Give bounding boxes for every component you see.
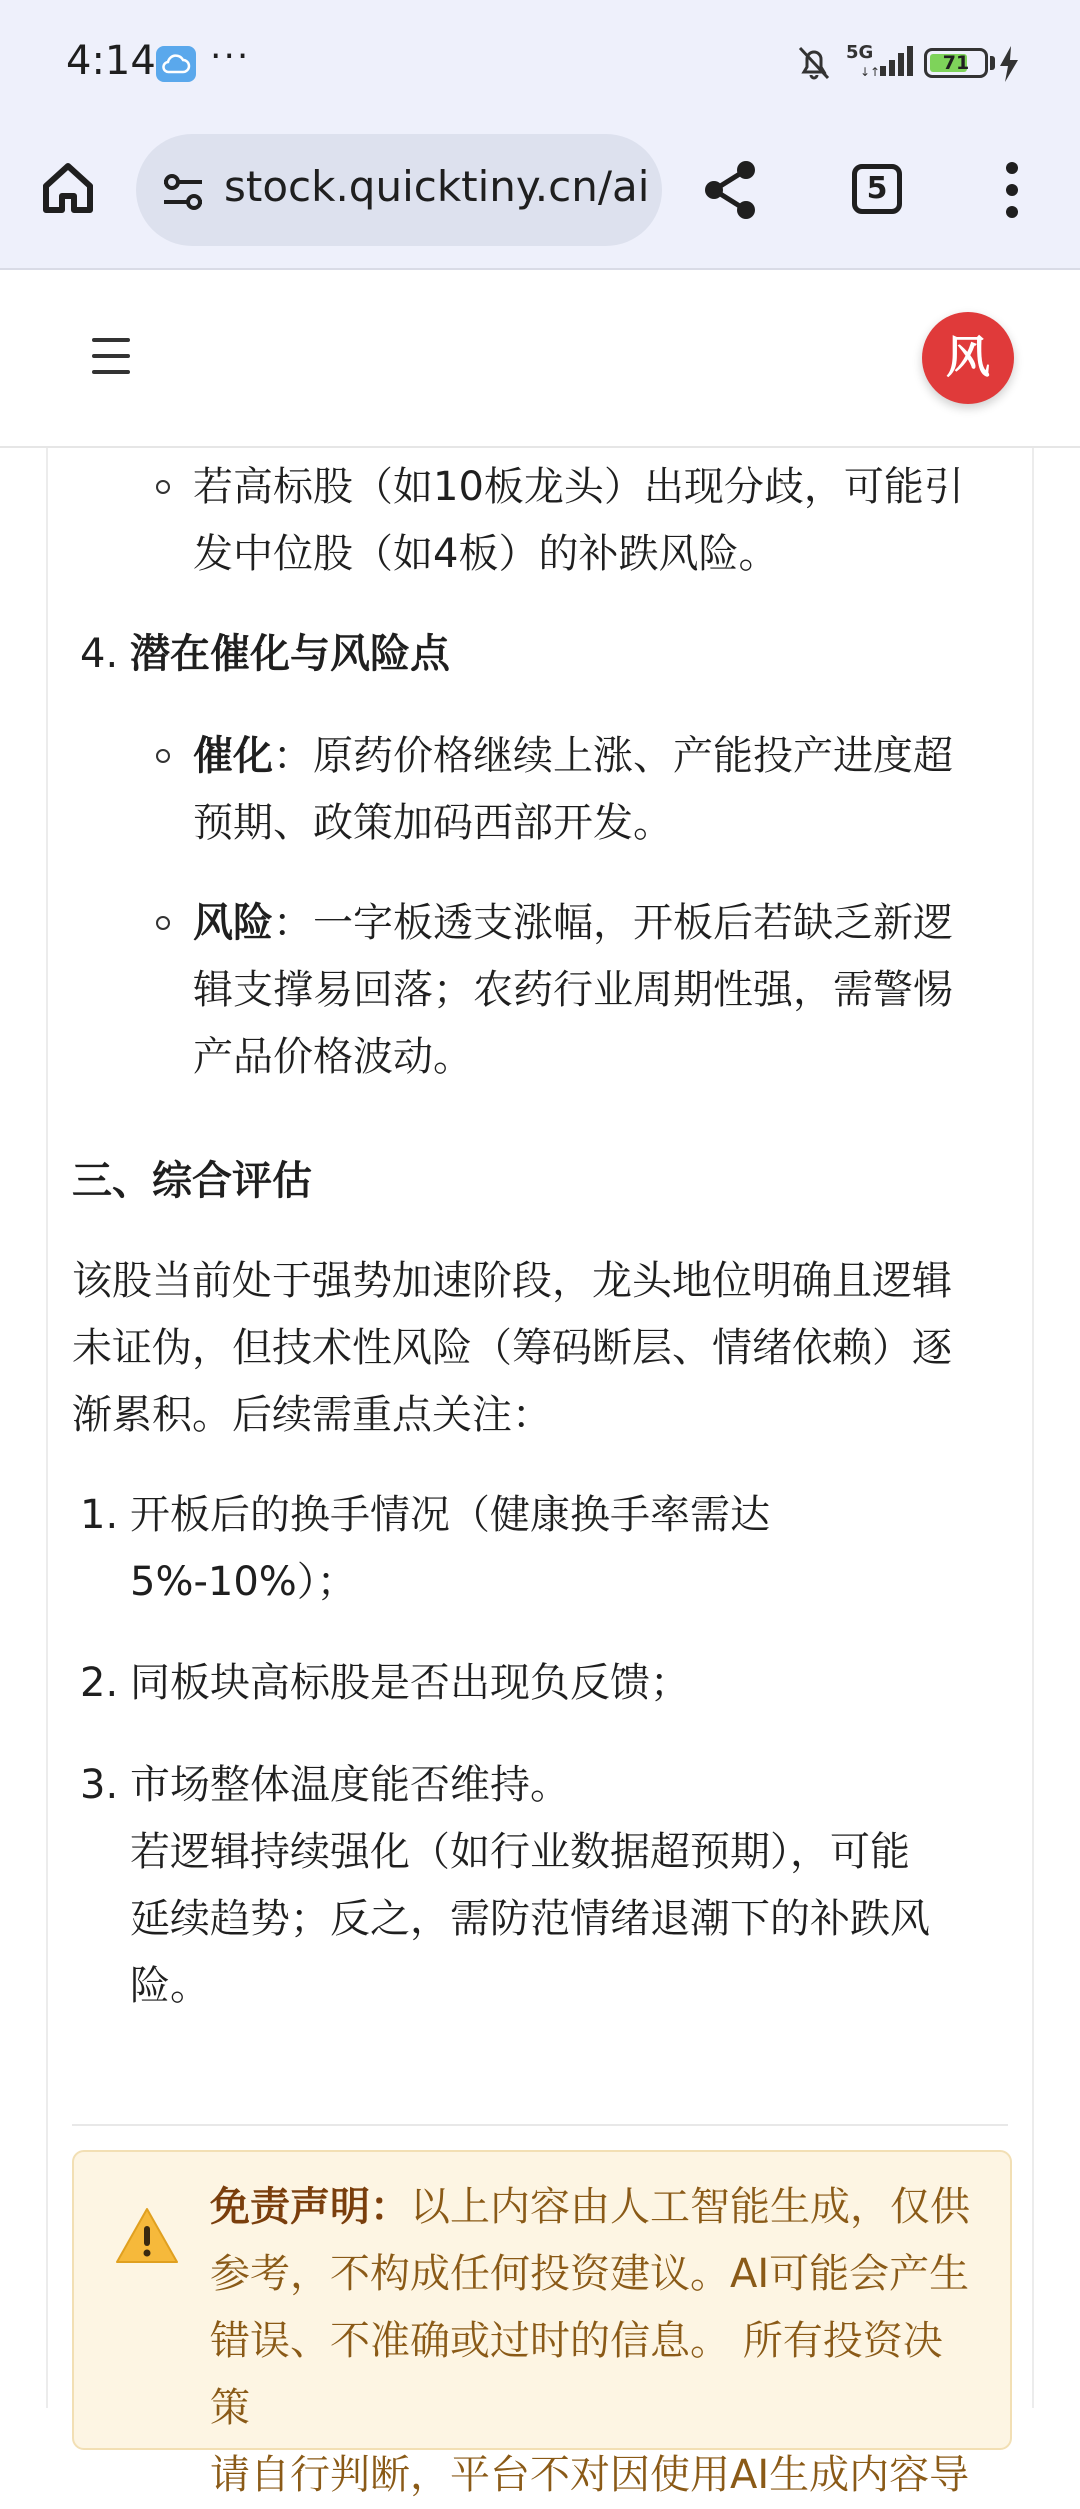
site-header — [0, 270, 1080, 448]
address-bar[interactable] — [136, 134, 662, 246]
signal-icon — [860, 44, 916, 82]
list-item-text: 市场整体温度能否维持。 — [130, 1762, 570, 1808]
list-number: 2. — [80, 1660, 119, 1706]
share-icon[interactable] — [700, 158, 760, 226]
list-item-text: 开板后的换手情况（健康换手率需达 — [130, 1492, 770, 1538]
disclaimer-line: 参考，不构成任何投资建议。AI可能会产生 — [210, 2251, 970, 2297]
bullet-text: 发中位股（如4板）的补跌风险。 — [193, 531, 779, 577]
disclaimer-text — [210, 2174, 980, 2509]
section-title: 三、综合评估 — [72, 1158, 312, 1204]
list-bullet — [156, 916, 170, 930]
cloud-notification-icon — [156, 46, 196, 82]
more-vert-icon[interactable] — [1000, 160, 1024, 224]
list-number: 3. — [80, 1762, 119, 1808]
list-number: 1. — [80, 1492, 119, 1538]
disclaimer-line: 请自行判断，平台不对因使用AI生成内容导 — [210, 2452, 970, 2498]
list-item-text: 若逻辑持续强化（如行业数据超预期），可能 — [130, 1829, 910, 1875]
summary-text: 该股当前处于强势加速阶段，龙头地位明确且逻辑 — [72, 1258, 952, 1304]
list-item-text: 延续趋势；反之，需防范情绪退潮下的补跌风 — [130, 1896, 930, 1942]
battery-icon — [924, 48, 988, 78]
menu-icon[interactable] — [92, 338, 130, 386]
divider — [72, 2124, 1008, 2126]
risk-line — [193, 890, 953, 957]
home-icon[interactable] — [36, 156, 100, 220]
catalyst-line — [193, 723, 953, 790]
summary-text: 渐累积。后续需重点关注： — [72, 1392, 552, 1438]
disclaimer-line: 错误、不准确或过时的信息。 所有投资决策 — [210, 2318, 943, 2431]
list-bullet — [156, 480, 170, 494]
charging-bolt-icon — [998, 46, 1020, 86]
summary-text: 未证伪，但技术性风险（筹码断层、情绪依赖）逐 — [72, 1325, 952, 1371]
browser-toolbar — [0, 130, 1080, 270]
disclaimer-label: 免责声明： — [210, 2184, 410, 2230]
tabs-icon[interactable]: 5 — [852, 164, 902, 214]
bullet-text: 若高标股（如10板龙头）出现分歧，可能引 — [193, 464, 964, 510]
risk-text: 产品价格波动。 — [193, 1034, 473, 1080]
list-item-title: 潜在催化与风险点 — [130, 631, 450, 677]
avatar[interactable]: 风 — [922, 312, 1014, 404]
list-item-text: 险。 — [130, 1963, 210, 2009]
site-settings-icon[interactable] — [160, 172, 206, 216]
list-item-text: 同板块高标股是否出现负反馈； — [130, 1660, 690, 1706]
url-text[interactable]: stock.quicktiny.cn/ai — [224, 162, 650, 211]
catalyst-text: ：原药价格继续上涨、产能投产进度超 — [273, 733, 953, 779]
list-bullet — [156, 749, 170, 763]
disclaimer-line: 以上内容由人工智能生成，仅供 — [410, 2184, 970, 2230]
status-time: 4:14 — [66, 38, 156, 84]
warning-icon — [114, 2206, 180, 2270]
list-number: 4. — [80, 631, 119, 677]
battery-level: 71 — [942, 52, 970, 74]
disclaimer-box — [72, 2150, 1012, 2498]
status-bar — [0, 0, 1080, 130]
risk-label: 风险 — [193, 900, 273, 946]
battery-tip — [990, 56, 995, 70]
bell-muted-icon — [794, 42, 834, 86]
risk-text: ：一字板透支涨幅，开板后若缺乏新逻 — [273, 900, 953, 946]
risk-text: 辑支撑易回落；农药行业周期性强，需警惕 — [193, 967, 953, 1013]
network-type: 5G — [846, 42, 874, 63]
catalyst-text: 预期、政策加码西部开发。 — [193, 800, 673, 846]
list-item-text: 5%-10%）； — [130, 1559, 357, 1605]
catalyst-label: 催化 — [193, 733, 273, 779]
svg-text:↓↑: ↓↑ — [860, 65, 881, 79]
more-notifications-icon: ··· — [210, 36, 251, 77]
